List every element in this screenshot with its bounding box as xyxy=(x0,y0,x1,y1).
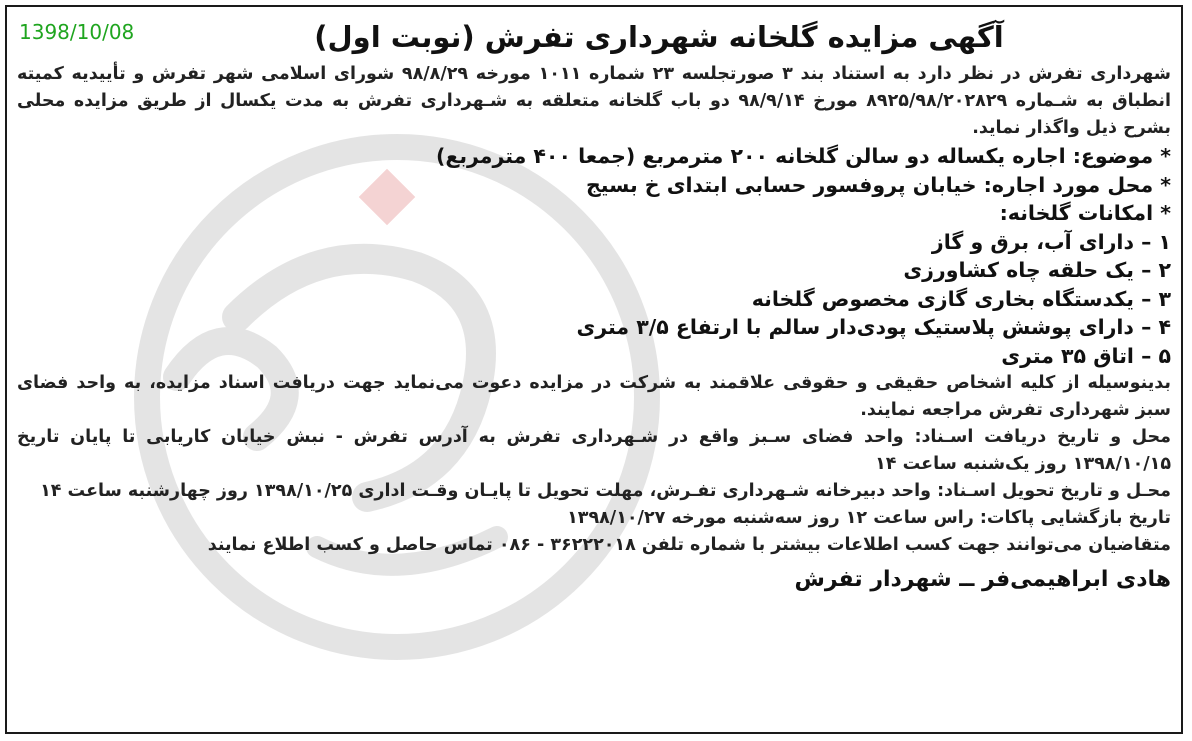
delivery-paragraph: محـل و تاریخ تحویل اسـناد: واحد دبیرخانه شـهرداری تفـرش، مهلت تحویل تا پایـان وقـت اداری ۱۳۹۸/۱۰/۲۵ روز چهارشنبه ساعت ۱۴ xyxy=(40,481,1171,501)
facility-item: ۳ – یکدستگاه بخاری گازی مخصوص گلخانه xyxy=(751,286,1171,311)
opening-line: تاریخ بازگشایی پاکات: راس ساعت ۱۲ روز سه‌شنبه مورخه ۱۳۹۸/۱۰/۲۷ xyxy=(567,508,1171,528)
subject-line: * موضوع: اجاره یکساله دو سالن گلخانه ۲۰۰ مترمربع (جمعا ۴۰۰ مترمربع) xyxy=(435,144,1171,168)
facilities-heading: * امکانات گلخانه: xyxy=(999,201,1171,225)
receipt-paragraph: محل و تاریخ دریافت اسـناد: واحد فضای سـبز واقع در شـهرداری تفرش به آدرس تفرش - نبش خیابان کاریابی تا پایان تاریخ ۱۳۹۸/۱۰/۱۵ روز یک‌شنبه ساعت ۱۴ xyxy=(17,427,1171,474)
facility-item: ۱ – دارای آب، برق و گاز xyxy=(931,229,1171,254)
facility-item: ۴ – دارای پوشش پلاستیک پودی‌دار سالم با ارتفاع ۳/۵ متری xyxy=(576,315,1171,339)
contact-line: متقاضیان می‌توانند جهت کسب اطلاعات بیشتر با شماره تلفن ۳۶۲۲۲۰۱۸ - ۰۸۶ تماس حاصل و کسب اطلاع نمایند xyxy=(207,535,1171,555)
notice-title: آگهی مزایده گلخانه شهرداری تفرش (نوبت اول) xyxy=(314,20,1004,54)
intro-paragraph: شهرداری تفرش در نظر دارد به استناد بند ۳ صورتجلسه ۲۳ شماره ۱۰۱۱ مورخه ۹۸/۸/۲۹ شورای اسلامی شهر تفرش و تأییدیه کمیته انطباق به شـماره ۸۹۲۵/۹۸/۲۰۲۸۲۹ مورخ ۹۸/۹/۱۴ دو باب گلخانه متعلقه به شـهرداری تفرش به مدت یکسال از طریق مزایده محلی بشرح ذیل واگذار نماید. xyxy=(17,64,1171,138)
notice-body xyxy=(17,15,1171,599)
notice-frame xyxy=(5,5,1183,734)
facility-item: ۲ – یک حلقه چاه کشاورزی xyxy=(903,258,1171,282)
facility-item: ۵ – اتاق ۳۵ متری xyxy=(1001,343,1171,368)
publish-date-stamp: 1398/10/08 xyxy=(19,20,135,44)
invitation-paragraph: بدینوسیله از کلیه اشخاص حقیقی و حقوقی علاقمند به شرکت در مزایده دعوت می‌نماید جهت دریافت اسناد مزایده، به واحد فضای سبز شهرداری تفرش مراجعه نمایند. xyxy=(17,373,1171,420)
location-line: * محل مورد اجاره: خیابان پروفسور حسابی ابتدای خ بسیج xyxy=(585,172,1171,197)
mayor-signature: هادی ابراهیمی‌فر ــ شهردار تفرش xyxy=(794,567,1171,592)
